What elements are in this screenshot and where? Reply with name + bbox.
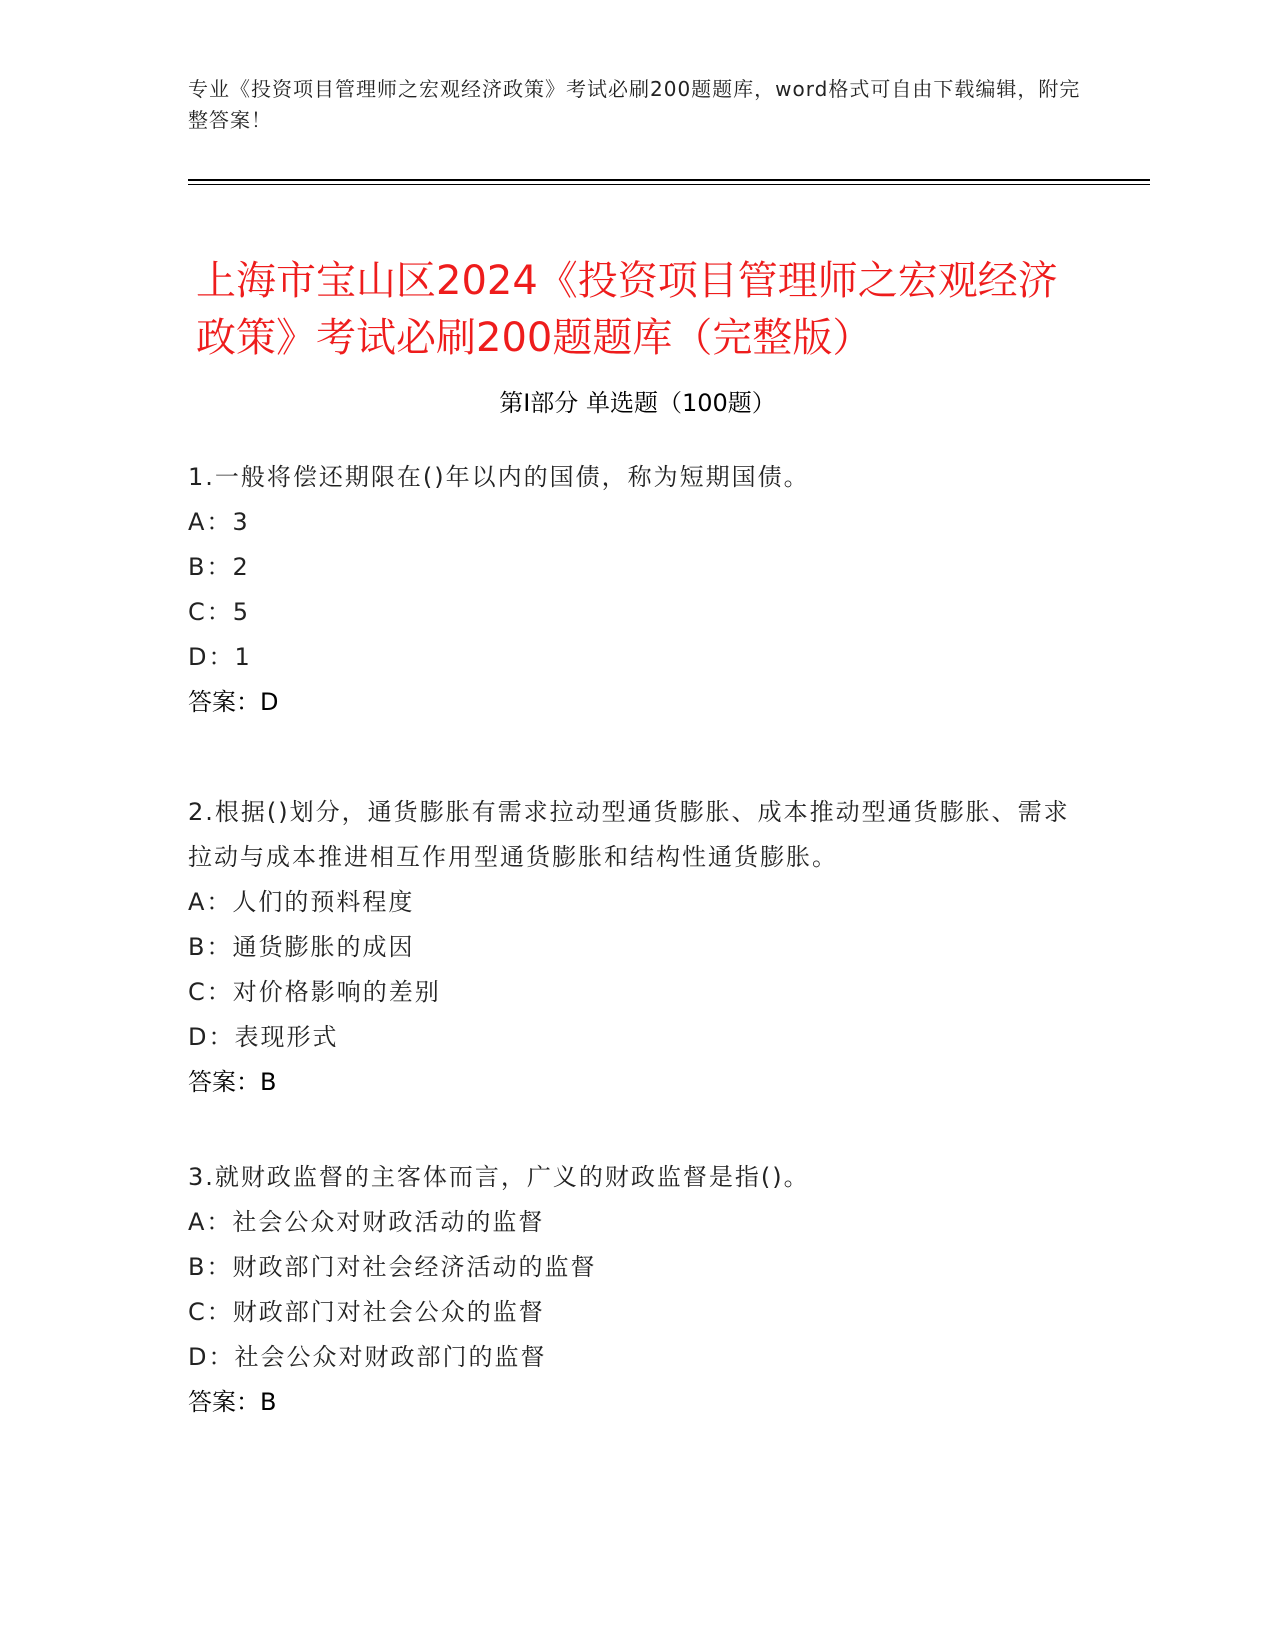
answer-text: 答案：B [188, 1388, 277, 1416]
option-d [188, 1335, 1088, 1380]
option-text: 社会公众对财政部门的监督 [234, 1343, 547, 1371]
section-heading: 第I部分 单选题（100题） [499, 389, 776, 417]
option-text: 财政部门对社会公众的监督 [232, 1298, 545, 1326]
option-a [188, 880, 1088, 925]
option-text: 2 [232, 553, 250, 581]
option-c [188, 970, 1088, 1015]
option-text: 5 [232, 598, 251, 626]
answer-text: 答案：D [188, 688, 279, 716]
option-letter: C： [188, 978, 233, 1006]
option-text: 人们的预料程度 [232, 888, 415, 916]
option-text: 通货膨胀的成因 [232, 933, 415, 961]
option-letter: B： [188, 553, 233, 581]
header-divider-thick [188, 179, 1150, 181]
question-stem: 1.一般将偿还期限在()年以内的国债，称为短期国债。 [188, 463, 810, 491]
option-letter: C： [188, 1298, 233, 1326]
document-title: 上海市宝山区2024《投资项目管理师之宏观经济政策》考试必刷200题题库（完整版） [196, 257, 1058, 361]
question-stem: 2.根据()划分，通货膨胀有需求拉动型通货膨胀、成本推动型通货膨胀、需求拉动与成本推进相互作用型通货膨胀和结构性通货膨胀。 [188, 798, 1070, 871]
option-a [188, 500, 1088, 545]
option-text: 3 [232, 508, 250, 536]
option-letter: A： [188, 1208, 233, 1236]
option-b [188, 545, 1088, 590]
option-d [188, 1015, 1088, 1060]
option-d [188, 635, 1088, 680]
option-text: 财政部门对社会经济活动的监督 [232, 1253, 597, 1281]
option-letter: A： [188, 508, 233, 536]
option-text: 对价格影响的差别 [232, 978, 441, 1006]
option-c [188, 1290, 1088, 1335]
option-text: 社会公众对财政活动的监督 [232, 1208, 545, 1236]
option-text: 1 [234, 643, 252, 671]
option-letter: D： [188, 1343, 235, 1371]
header-divider-thin [188, 184, 1150, 185]
option-letter: B： [188, 933, 233, 961]
question-2 [188, 790, 1088, 1105]
option-c [188, 590, 1088, 635]
option-b [188, 1245, 1088, 1290]
option-letter: C： [188, 598, 233, 626]
option-letter: B： [188, 1253, 233, 1281]
option-letter: D： [188, 643, 235, 671]
answer-text: 答案：B [188, 1068, 277, 1096]
question-stem: 3.就财政监督的主客体而言，广义的财政监督是指()。 [188, 1163, 810, 1191]
option-letter: D： [188, 1023, 235, 1051]
option-letter: A： [188, 888, 233, 916]
header-note: 专业《投资项目管理师之宏观经济政策》考试必刷200题题库，word格式可自由下载编辑，附完整答案！ [188, 77, 1081, 132]
question-3 [188, 1155, 1088, 1425]
question-1 [188, 455, 1088, 725]
option-a [188, 1200, 1088, 1245]
option-text: 表现形式 [234, 1023, 339, 1051]
option-b [188, 925, 1088, 970]
